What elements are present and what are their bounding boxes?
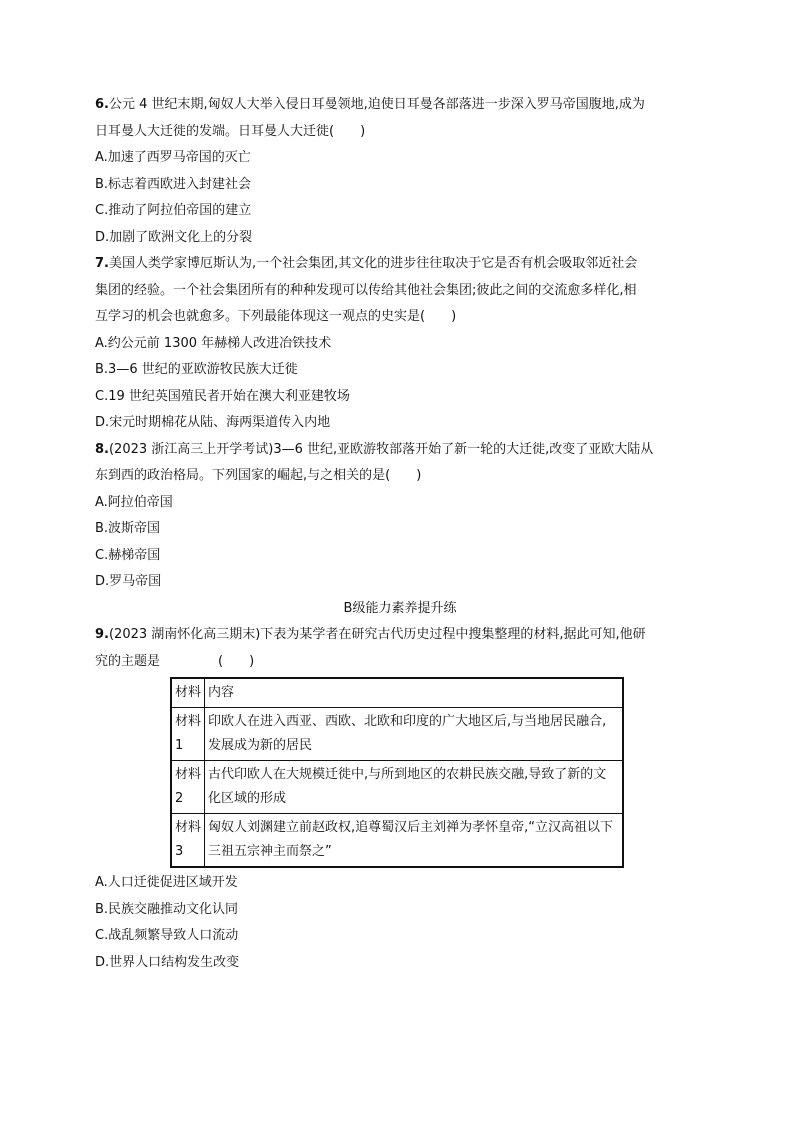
option-c[interactable]: C.推动了阿拉伯帝国的建立 (95, 203, 252, 218)
question-text: 日耳曼人大迁徙的发端。日耳曼人大迁徙( ) (95, 123, 366, 139)
option-b[interactable]: B.3—6 世纪的亚欧游牧民族大迁徙 (95, 362, 298, 377)
question-6 (95, 92, 705, 251)
question-number: 8. (95, 441, 109, 457)
answer-paren: ( ) (218, 653, 255, 669)
table-header-row (171, 678, 623, 708)
option-a[interactable]: A.加速了西罗马帝国的灭亡 (95, 150, 251, 165)
option-d[interactable]: D.罗马帝国 (95, 574, 162, 589)
table-header-cell: 材料 (171, 678, 205, 708)
question-text: 究的主题是 (95, 653, 161, 669)
question-number: 7. (95, 256, 109, 271)
option-a[interactable]: A.约公元前 1300 年赫梯人改进冶铁技术 (95, 335, 332, 351)
question-text: 东到西的政治格局。下列国家的崛起,与之相关的是( ) (95, 468, 422, 483)
option-b[interactable]: B.波斯帝国 (95, 521, 161, 536)
option-d[interactable]: D.世界人口结构发生改变 (95, 954, 240, 970)
option-a[interactable]: A.人口迁徙促进区域开发 (95, 875, 238, 890)
question-number: 9. (95, 627, 109, 642)
table-row (171, 761, 623, 814)
question-8 (95, 437, 705, 596)
question-number: 6. (95, 97, 109, 112)
question-text: (2023 浙江高三上开学考试)3—6 世纪,亚欧游牧部落开始了新一轮的大迁徙,改变了亚欧大陆从 (108, 441, 654, 457)
option-b[interactable]: B.民族交融推动文化认同 (95, 901, 239, 917)
section-title: B级能力素养提升练 (343, 600, 457, 616)
table-cell-content: 古代印欧人在大规模迁徙中,与所到地区的农耕民族交融,导致了新的文化区域的形成 (205, 761, 624, 814)
question-text: (2023 湖南怀化高三期末)下表为某学者在研究古代历史过程中搜集整理的材料,据此可知,他研 (108, 627, 646, 642)
question-9 (95, 622, 705, 976)
question-7 (95, 251, 705, 437)
table-row (171, 708, 623, 761)
table-cell-label: 材料1 (171, 708, 205, 761)
question-text: 美国人类学家博厄斯认为,一个社会集团,其文化的进步往往取决于它是否有机会吸取邻近社会 (108, 256, 638, 271)
table-row (171, 814, 623, 868)
table-cell-content: 印欧人在进入西亚、西欧、北欧和印度的广大地区后,与当地居民融合,发展成为新的居民 (205, 708, 624, 761)
table-header-cell: 内容 (205, 678, 624, 708)
table-cell-content: 匈奴人刘渊建立前赵政权,追尊蜀汉后主刘禅为孝怀皇帝,“立汉高祖以下三祖五宗神主而祭之” (205, 814, 624, 868)
table-cell-label: 材料3 (171, 814, 205, 868)
option-c[interactable]: C.19 世纪英国殖民者开始在澳大利亚建牧场 (95, 388, 350, 404)
question-text: 互学习的机会也就愈多。下列最能体现这一观点的史实是( ) (95, 309, 457, 324)
exam-page (95, 92, 705, 976)
option-d[interactable]: D.加剧了欧洲文化上的分裂 (95, 229, 253, 245)
question-text: 公元 4 世纪末期,匈奴人大举入侵日耳曼领地,迫使日耳曼各部落进一步深入罗马帝国腹地,成为 (108, 97, 645, 112)
option-a[interactable]: A.阿拉伯帝国 (95, 494, 173, 510)
table-cell-label: 材料2 (171, 761, 205, 814)
option-b[interactable]: B.标志着西欧进入封建社会 (95, 176, 252, 192)
material-table (170, 677, 624, 868)
option-d[interactable]: D.宋元时期棉花从陆、海两渠道传入内地 (95, 415, 331, 430)
option-c[interactable]: C.赫梯帝国 (95, 547, 161, 563)
question-text: 集团的经验。一个社会集团所有的种种发现可以传给其他社会集团;彼此之间的交流愈多样化,相 (95, 282, 637, 298)
option-c[interactable]: C.战乱频繁导致人口流动 (95, 928, 239, 943)
